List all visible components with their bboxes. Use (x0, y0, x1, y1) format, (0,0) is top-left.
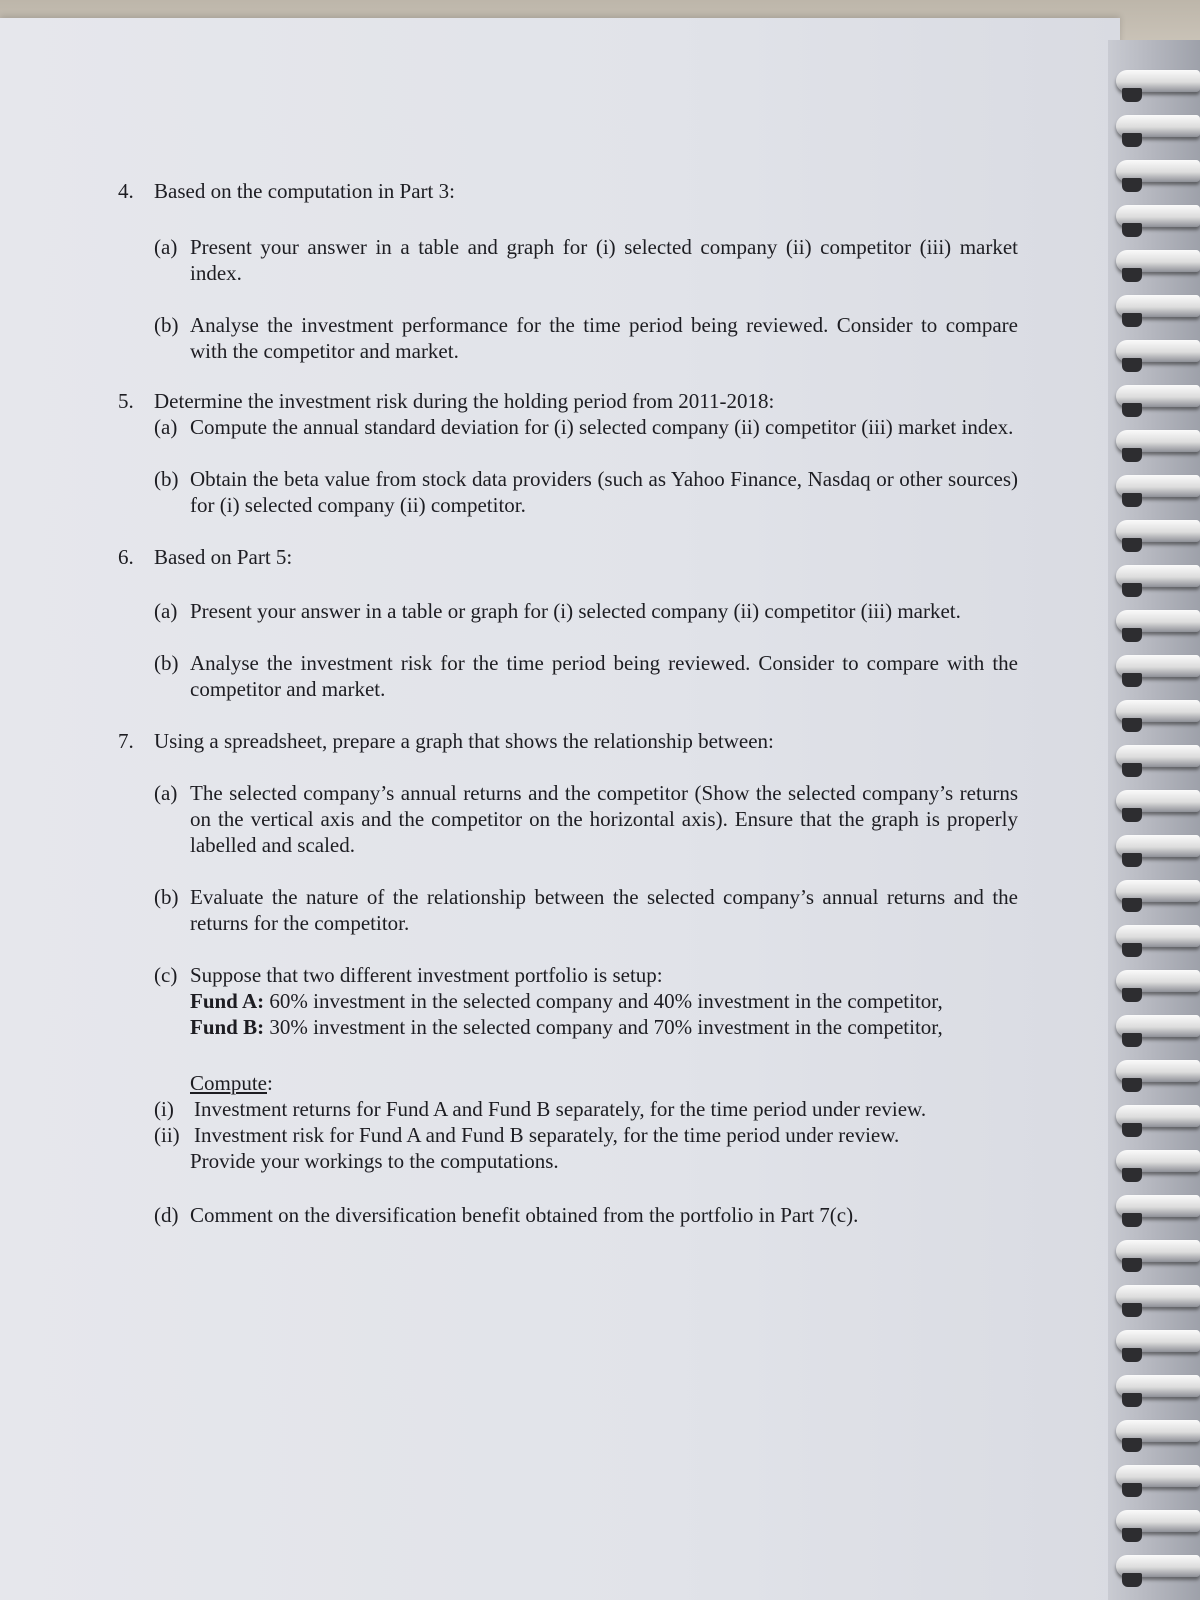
spiral-coil (1116, 835, 1200, 857)
page-content (118, 178, 1018, 1228)
fund-b-label: Fund B: (190, 1015, 265, 1039)
spiral-coil (1116, 1555, 1200, 1577)
part-text: Compute the annual standard deviation for (i) selected company (ii) competitor (iii) market index. (190, 415, 1014, 439)
compute-heading (154, 1070, 1018, 1096)
part-label: (c) (154, 963, 178, 987)
spiral-coil (1116, 970, 1200, 992)
fund-b-line (154, 1014, 1018, 1040)
question-text: Based on Part 5: (154, 545, 293, 569)
question-text: Using a spreadsheet, prepare a graph that shows the relationship between: (154, 729, 774, 753)
question-text: Based on the computation in Part 3: (154, 179, 455, 203)
question-7-part-a (154, 780, 1018, 858)
part-text: Evaluate the nature of the relationship between the selected company’s annual returns and the returns for the competitor. (190, 885, 1018, 935)
spiral-coil (1116, 1375, 1200, 1397)
question-number: 4. (118, 179, 134, 203)
spiral-coil (1116, 1465, 1200, 1487)
question-number: 6. (118, 545, 134, 569)
compute-item-ii (118, 1122, 1018, 1148)
part-text: The selected company’s annual returns and the competitor (Show the selected company’s returns on the vertical axis and the competitor on the horizontal axis). Ensure that the graph is properly labelled and scaled. (190, 781, 1018, 857)
spiral-coil (1116, 655, 1200, 677)
spiral-coil (1116, 1060, 1200, 1082)
part-text: Present your answer in a table or graph for (i) selected company (ii) competitor (iii) market. (190, 599, 961, 623)
spiral-coil (1116, 340, 1200, 362)
spiral-coil (1116, 1195, 1200, 1217)
part-label: (a) (154, 599, 178, 623)
spiral-coil (1116, 1420, 1200, 1442)
spiral-coil (1116, 385, 1200, 407)
fund-b-text: 30% investment in the selected company and 70% investment in the competitor, (269, 1015, 943, 1039)
question-number: 7. (118, 729, 134, 753)
spiral-coil (1116, 1150, 1200, 1172)
spiral-coil (1116, 1015, 1200, 1037)
question-5-part-b (154, 466, 1018, 518)
item-label: (ii) (154, 1123, 180, 1147)
question-4 (118, 178, 1018, 204)
part-text: Present your answer in a table and graph for (i) selected company (ii) competitor (iii) market index. (190, 235, 1018, 285)
spiral-coil (1116, 1330, 1200, 1352)
part-label: (b) (154, 885, 179, 909)
spiral-coil (1116, 250, 1200, 272)
spiral-coil (1116, 205, 1200, 227)
spiral-coil (1116, 700, 1200, 722)
spiral-coil (1116, 160, 1200, 182)
part-text: Suppose that two different investment portfolio is setup: (190, 963, 663, 987)
question-7-part-d (154, 1202, 1018, 1228)
part-label: (d) (154, 1203, 179, 1227)
spiral-coil (1116, 925, 1200, 947)
compute-item-i (118, 1096, 1018, 1122)
part-text: Analyse the investment performance for the time period being reviewed. Consider to compare with the competitor and market. (190, 313, 1018, 363)
spiral-coil (1116, 70, 1200, 92)
spiral-coil (1116, 610, 1200, 632)
part-label: (a) (154, 235, 178, 259)
spiral-coil (1116, 430, 1200, 452)
part-text: Comment on the diversification benefit obtained from the portfolio in Part 7(c). (190, 1203, 859, 1227)
question-6-part-a (154, 598, 1018, 624)
spiral-coil (1116, 565, 1200, 587)
fund-a-text: 60% investment in the selected company and 40% investment in the competitor, (269, 989, 943, 1013)
question-7-part-b (154, 884, 1018, 936)
spiral-coil (1116, 1240, 1200, 1262)
item-label: (i) (154, 1097, 174, 1121)
fund-a-line (154, 988, 1018, 1014)
spiral-coil (1116, 1510, 1200, 1532)
part-label: (a) (154, 415, 178, 439)
fund-a-label: Fund A: (190, 989, 265, 1013)
compute-label: Compute (190, 1071, 267, 1095)
question-5 (118, 388, 1018, 414)
question-number: 5. (118, 389, 134, 413)
part-label: (b) (154, 313, 179, 337)
question-4-part-a (154, 234, 1018, 286)
spiral-coil (1116, 790, 1200, 812)
part-text: Analyse the investment risk for the time period being reviewed. Consider to compare with the competitor and market. (190, 651, 1018, 701)
spiral-coil (1116, 475, 1200, 497)
item-text: Investment risk for Fund A and Fund B separately, for the time period under review. (194, 1123, 900, 1147)
spiral-coil (1116, 520, 1200, 542)
spiral-coil (1116, 745, 1200, 767)
question-7 (118, 728, 1018, 754)
spiral-coil (1116, 880, 1200, 902)
compute-colon: : (267, 1071, 273, 1095)
part-label: (b) (154, 651, 179, 675)
workings-note: Provide your workings to the computations. (190, 1149, 559, 1173)
question-4-part-b (154, 312, 1018, 364)
spiral-coil (1116, 295, 1200, 317)
question-6-part-b (154, 650, 1018, 702)
part-label: (b) (154, 467, 179, 491)
question-text: Determine the investment risk during the holding period from 2011-2018: (154, 389, 775, 413)
part-label: (a) (154, 781, 178, 805)
spiral-coil (1116, 115, 1200, 137)
question-6 (118, 544, 1018, 570)
question-5-part-a (154, 414, 1018, 440)
question-7-part-c (154, 962, 1018, 988)
item-text: Investment returns for Fund A and Fund B separately, for the time period under review. (194, 1097, 927, 1121)
part-text: Obtain the beta value from stock data providers (such as Yahoo Finance, Nasdaq or other sources) for (i) selected company (ii) competitor. (190, 467, 1018, 517)
spiral-coil (1116, 1105, 1200, 1127)
spiral-coil (1116, 1285, 1200, 1307)
